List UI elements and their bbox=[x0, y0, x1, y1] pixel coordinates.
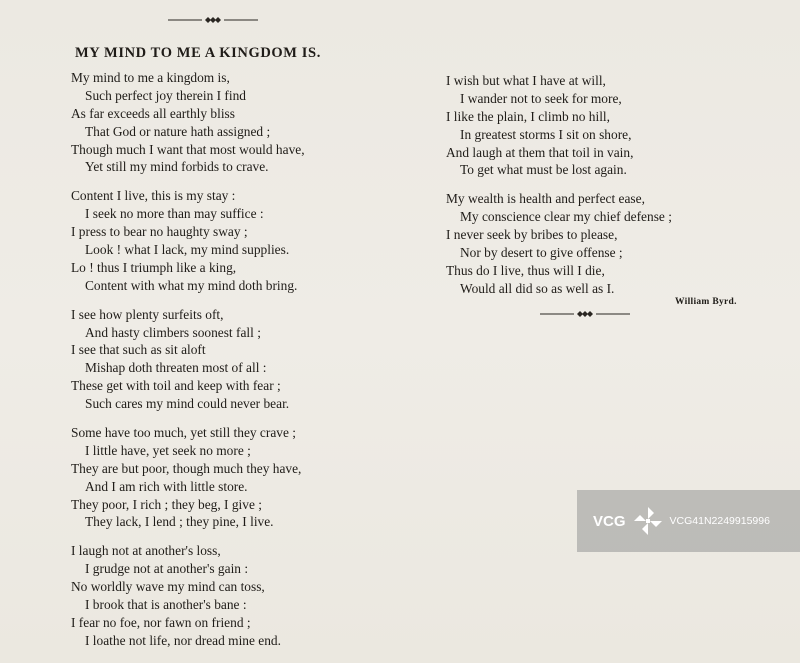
poem-line: And I am rich with little store. bbox=[85, 478, 248, 494]
poem-line: To get what must be lost again. bbox=[460, 162, 627, 178]
poem-line: Some have too much, yet still they crave ; bbox=[71, 425, 296, 441]
poem-line: Nor by desert to give offense ; bbox=[460, 245, 623, 261]
poem-line: I seek no more than may suffice : bbox=[85, 206, 264, 222]
pinwheel-logo-icon bbox=[630, 503, 666, 539]
poem-line: And laugh at them that toil in vain, bbox=[446, 144, 634, 160]
stanza bbox=[71, 69, 371, 176]
poem-line: They are but poor, though much they have, bbox=[71, 460, 302, 476]
stanza bbox=[71, 187, 371, 294]
poem-line: I loathe not life, nor dread mine end. bbox=[85, 632, 281, 648]
stanza bbox=[71, 424, 371, 531]
poem-line: Would all did so as well as I. bbox=[460, 280, 615, 296]
poem-line: Lo ! thus I triumph like a king, bbox=[71, 259, 237, 275]
poem-line: I press to bear no haughty sway ; bbox=[71, 224, 248, 240]
poem-line: I wish but what I have at will, bbox=[446, 73, 606, 88]
poem-line: Thus do I live, thus will I die, bbox=[446, 262, 605, 278]
poem-line: I never seek by bribes to please, bbox=[446, 227, 618, 243]
poem-line: I wander not to seek for more, bbox=[460, 90, 622, 106]
poem-line: I see how plenty surfeits oft, bbox=[71, 306, 224, 322]
left-column bbox=[71, 69, 371, 661]
poem-line: They poor, I rich ; they beg, I give ; bbox=[71, 496, 262, 512]
stanza bbox=[71, 542, 371, 649]
poem-line: My mind to me a kingdom is, bbox=[71, 70, 230, 85]
poem-line: I little have, yet seek no more ; bbox=[85, 442, 251, 458]
right-column bbox=[446, 72, 766, 309]
poem-line: Such perfect joy therein I find bbox=[85, 87, 247, 103]
poem-line: I laugh not at another's loss, bbox=[71, 543, 221, 559]
poem-line: I like the plain, I climb no hill, bbox=[446, 108, 611, 124]
poem-line: Yet still my mind forbids to crave. bbox=[85, 159, 269, 175]
poem-line: These get with toil and keep with fear ; bbox=[71, 378, 281, 394]
poem-line: I fear no foe, nor fawn on friend ; bbox=[71, 614, 251, 630]
poem-line: As far exceeds all earthly bliss bbox=[71, 105, 235, 121]
poem-line: Content with what my mind doth bring. bbox=[85, 277, 298, 293]
poem-line: In greatest storms I sit on shore, bbox=[460, 126, 632, 142]
poem-line: Content I live, this is my stay : bbox=[71, 188, 236, 204]
top-ornament-icon bbox=[168, 15, 258, 25]
poem-line: I see that such as sit aloft bbox=[71, 342, 206, 358]
watermark-id: VCG41N2249915996 bbox=[669, 515, 770, 527]
poem-line: I grudge not at another's gain : bbox=[85, 561, 249, 577]
poem-line: And hasty climbers soonest fall ; bbox=[85, 324, 261, 340]
bottom-ornament-icon bbox=[540, 309, 630, 319]
watermark-brand: VCG bbox=[593, 512, 626, 530]
stanza bbox=[446, 72, 766, 179]
poem-line: They lack, I lend ; they pine, I live. bbox=[85, 514, 274, 530]
poem-line: That God or nature hath assigned ; bbox=[85, 123, 271, 139]
poem-line: Look ! what I lack, my mind supplies. bbox=[85, 242, 290, 258]
poem-title: MY MIND TO ME A KINGDOM IS. bbox=[75, 45, 321, 61]
stanza bbox=[446, 190, 766, 297]
poem-line: My conscience clear my chief defense ; bbox=[460, 209, 672, 225]
poem-line: No worldly wave my mind can toss, bbox=[71, 579, 265, 595]
watermark bbox=[577, 490, 800, 552]
poem-line: I brook that is another's bane : bbox=[85, 597, 247, 613]
author-attribution: William Byrd. bbox=[675, 297, 737, 307]
stanza bbox=[71, 306, 371, 413]
poem-line: Though much I want that most would have, bbox=[71, 141, 305, 157]
poem-line: My wealth is health and perfect ease, bbox=[446, 191, 645, 207]
poem-line: Mishap doth threaten most of all : bbox=[85, 360, 267, 376]
poem-line: Such cares my mind could never bear. bbox=[85, 396, 290, 412]
